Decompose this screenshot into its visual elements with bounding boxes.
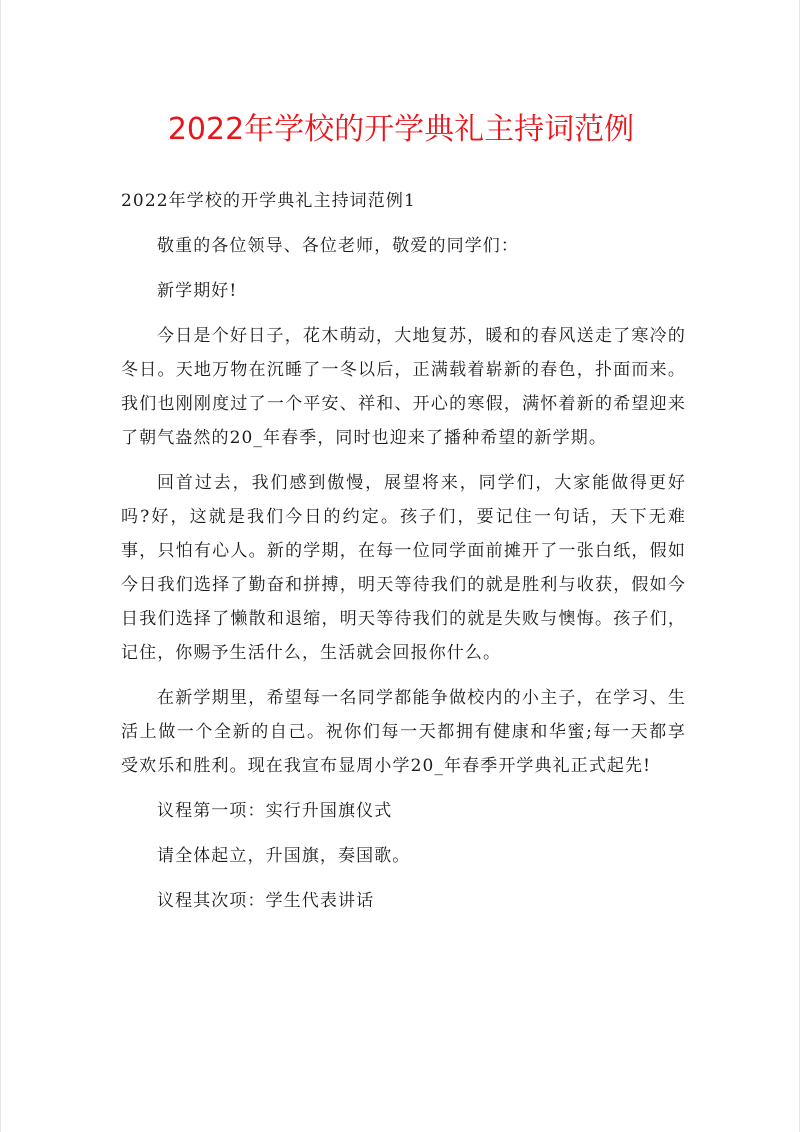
paragraph-spring: 今日是个好日子，花木萌动，大地复苏，暖和的春风送走了寒冷的冬日。天地万物在沉睡了一冬以后，正满载着崭新的春色，扑面而来。我们也刚刚度过了一个平安、祥和、开心的寒假，满怀着新的希望迎来了朝气盎然的20_年春季，同时也迎来了播种希望的新学期。 bbox=[121, 326, 686, 448]
paragraph-hope: 在新学期里，希望每一名同学都能争做校内的小主子，在学习、生活上做一个全新的自己。祝你们每一天都拥有健康和华蜜;每一天都享受欢乐和胜利。现在我宣布显周小学20_年春季开学典礼正式起先! bbox=[121, 688, 686, 776]
section-heading: 2022年学校的开学典礼主持词范例1 bbox=[121, 191, 416, 211]
agenda-item-2: 议程其次项：学生代表讲话 bbox=[157, 891, 375, 911]
document-body bbox=[121, 184, 686, 929]
paragraph-greeting: 敬重的各位领导、各位老师，敬爱的同学们： bbox=[157, 236, 519, 256]
document-title: 2022年学校的开学典礼主持词范例 bbox=[167, 112, 635, 147]
agenda-item-1: 议程第一项：实行升国旗仪式 bbox=[157, 801, 393, 821]
paragraph-new-term: 新学期好! bbox=[157, 281, 238, 301]
paragraph-review: 回首过去，我们感到傲慢，展望将来，同学们，大家能做得更好吗?好，这就是我们今日的约定。孩子们，要记住一句话，天下无难事，只怕有心人。新的学期，在每一位同学面前摊开了一张白纸，假如今日我们选择了勤奋和拼搏，明天等待我们的就是胜利与收获，假如今日我们选择了懒散和退缩，明天等待我们的就是失败与懊悔。孩子们，记住，你赐予生活什么，生活就会回报你什么。 bbox=[121, 473, 686, 663]
agenda-instruction: 请全体起立，升国旗，奏国歌。 bbox=[157, 846, 411, 866]
